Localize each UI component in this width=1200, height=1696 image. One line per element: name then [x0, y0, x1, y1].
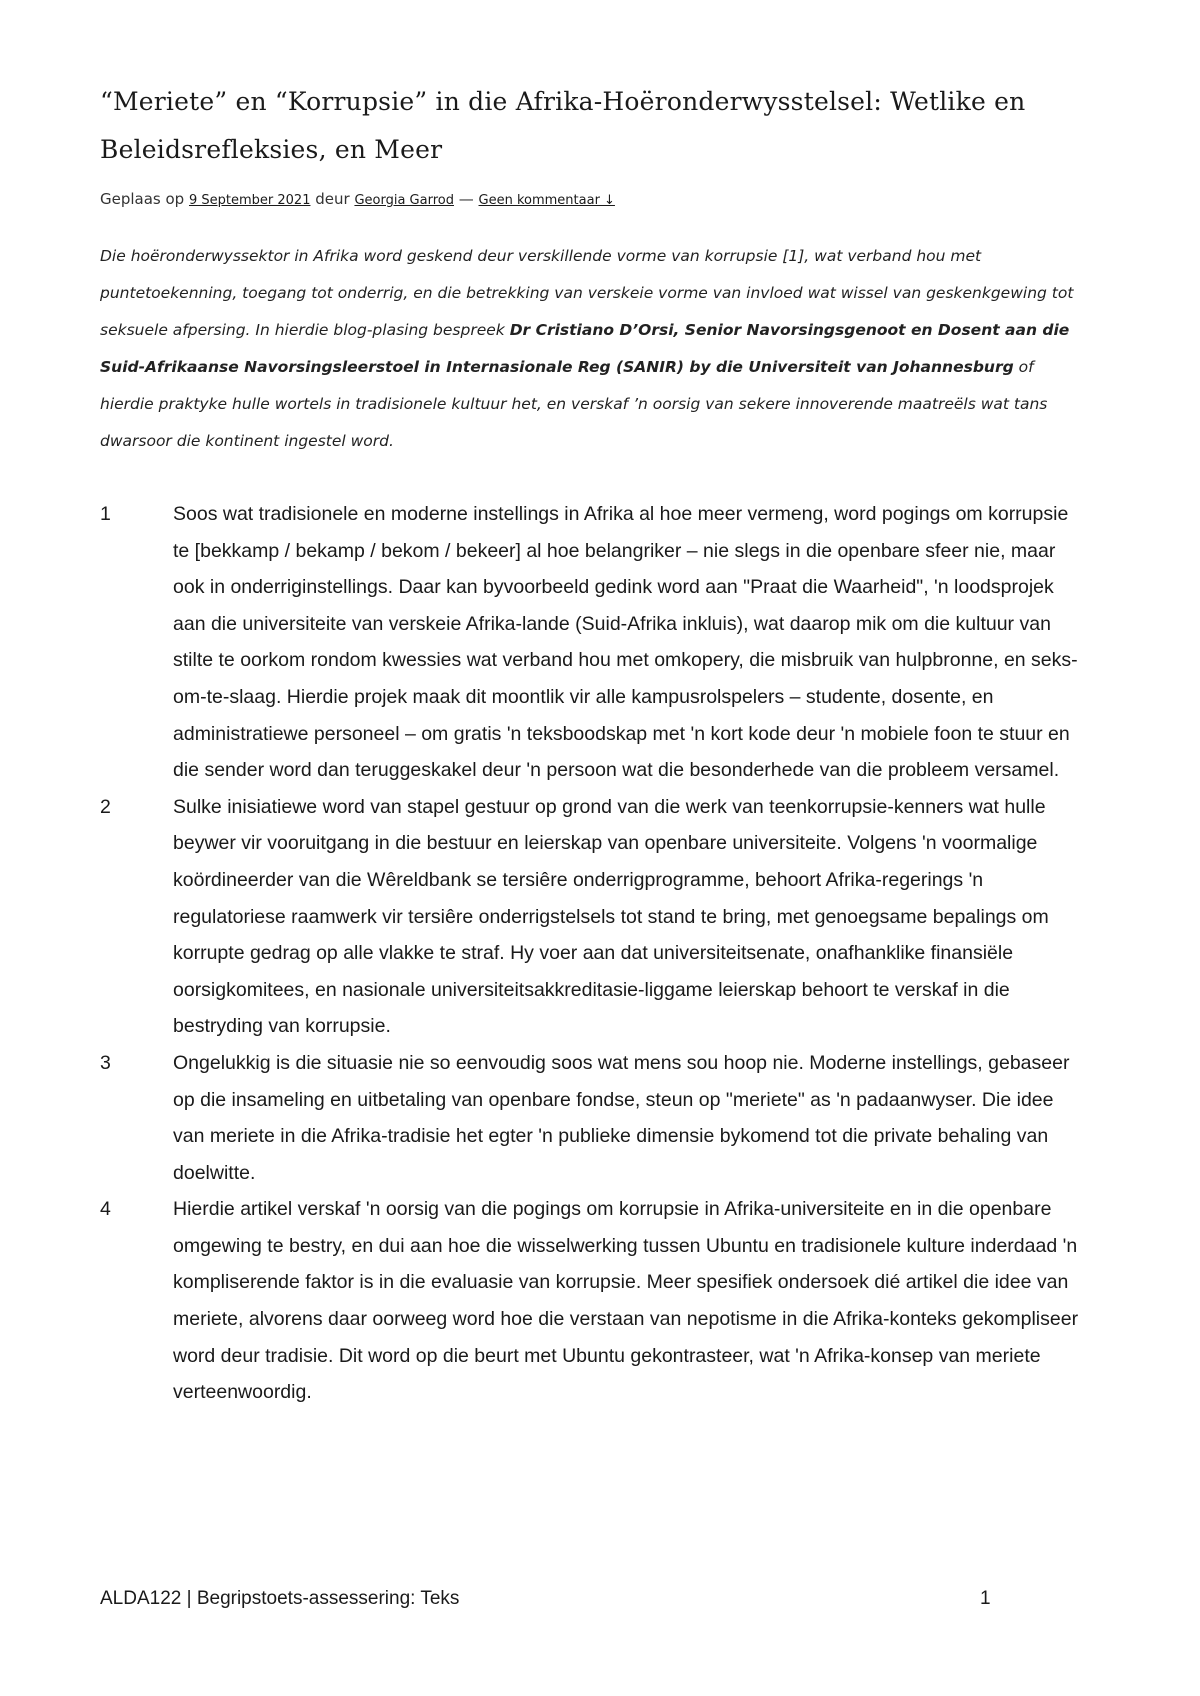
post-date-link[interactable]: 9 September 2021: [188, 193, 311, 208]
post-meta: [100, 190, 1100, 208]
list-item: [100, 789, 1085, 1045]
paragraph-text: Ongelukkig is die situasie nie so eenvoudig soos wat mens sou hoop nie. Moderne instellings, gebaseer op die insameling en uitbetaling van openbare fondse, steun op "meriete" as 'n padaanwyser. Die idee van meriete in die Afrika-tradisie het egter 'n publieke dimensie bykomend tot die private behaling van doelwitte.: [173, 1051, 1070, 1184]
paragraph-number: 3: [100, 1051, 111, 1074]
meta-prefix: Geplaas op: [100, 190, 189, 208]
paragraph-text: Sulke inisiatiewe word van stapel gestuur op grond van die werk van teenkorrupsie-kenners wat hulle beywer vir vooruitgang in die bestuur en leierskap van openbare universiteite. Volgens 'n voormalige koördineerder van die Wêreldbank se tersiêre onderrigprogramme, behoort Afrika-regerings 'n regulatoriese raamwerk vir tersiêre onderrigstelsels tot stand te bring, met genoegsame bepalings om korrupte gedrag op alle vlakke te straf. Hy voer aan dat universiteitsenate, onafhanklike finansiële oorsigkomitees, en nasionale universiteitsakkreditasie-liggame leierskap behoort te verskaf in die bestryding van korrupsie.: [173, 795, 1049, 1038]
paragraph-number: 2: [100, 795, 111, 818]
intro-text-2: of hierdie praktyke hulle wortels in tradisionele kultuur het, en verskaf ’n oorsig van sekere innoverende maatreëls wat tans dwarsoor die kontinent ingestel word.: [100, 358, 1048, 450]
numbered-paragraphs: [100, 496, 1085, 1411]
paragraph-text: Hierdie artikel verskaf 'n oorsig van die pogings om korrupsie in Afrika-universiteite en in die openbare omgewing te bestry, en dui aan hoe die wisselwerking tussen Ubuntu en tradisionele kulture inderdaad 'n kompliserende faktor is in die evaluasie van korrupsie. Meer spesifiek ondersoek dié artikel die idee van meriete, alvorens daar oorweeg word hoe die verstaan van nepotisme in die Afrika-konteks gekompliseer word deur tradisie. Dit word op die beurt met Ubuntu gekontrasteer, wat 'n Afrika-konsep van meriete verteenwoordig.: [173, 1198, 1079, 1404]
meta-separator: —: [453, 190, 479, 208]
author-link[interactable]: Georgia Garrod: [354, 193, 454, 208]
paragraph-number: 1: [100, 503, 111, 525]
article-title: “Meriete” en “Korrupsie” in die Afrika-Hoëronderwysstelsel: Wetlike en Beleidsrefleksies, en Meer: [100, 87, 1026, 164]
meta-by: deur: [310, 190, 355, 208]
list-item: [100, 1191, 1085, 1411]
footer-page-number: 1: [980, 1588, 991, 1609]
intro-author-bold: Dr Cristiano D’Orsi, Senior Navorsingsgenoot en Dosent aan die Suid-Afrikaanse Navorsingsleerstoel in Internasionale Reg (SANIR) by die Universiteit van Johannesburg: [100, 321, 1070, 376]
footer-course-label: ALDA122 | Begripstoets-assessering: Teks: [100, 1588, 460, 1609]
intro-text-1: Die hoëronderwyssektor in Afrika word geskend deur verskillende vorme van korrupsie [1], wat verband hou met puntetoekenning, toegang tot onderrig, en die betrekking van verskeie vorme van invloed wat wissel van geskenkgewing tot seksuele afpersing. In hierdie blog-plasing bespreek: [100, 247, 1074, 339]
paragraph-number: 4: [100, 1198, 111, 1221]
list-item: [100, 496, 1085, 789]
list-item: [100, 1045, 1085, 1191]
article-intro: [100, 238, 1085, 460]
comments-link[interactable]: Geen kommentaar ↓: [478, 193, 615, 208]
paragraph-text: Soos wat tradisionele en moderne instellings in Afrika al hoe meer vermeng, word pogings om korrupsie te [bekkamp / bekamp / bekom / bekeer] al hoe belangriker – nie slegs in die openbare sfeer nie, maar ook in onderriginstellings. Daar kan byvoorbeeld gedink word aan "Praat die Waarheid", 'n loodsprojek aan die universiteite van verskeie Afrika-lande (Suid-Afrika inkluis), wat daarop mik om die kultuur van stilte te oorkom rondom kwessies wat verband hou met omkopery, die misbruik van hulpbronne, en seks-om-te-slaag. Hierdie projek maak dit moontlik vir alle kampusrolspelers – studente, dosente, en administratiewe personeel – om gratis 'n teksboodskap met 'n kort kode deur 'n mobiele foon te stuur en die sender word dan teruggeskakel deur 'n persoon wat die besonderhede van die probleem versamel.: [173, 503, 1078, 782]
